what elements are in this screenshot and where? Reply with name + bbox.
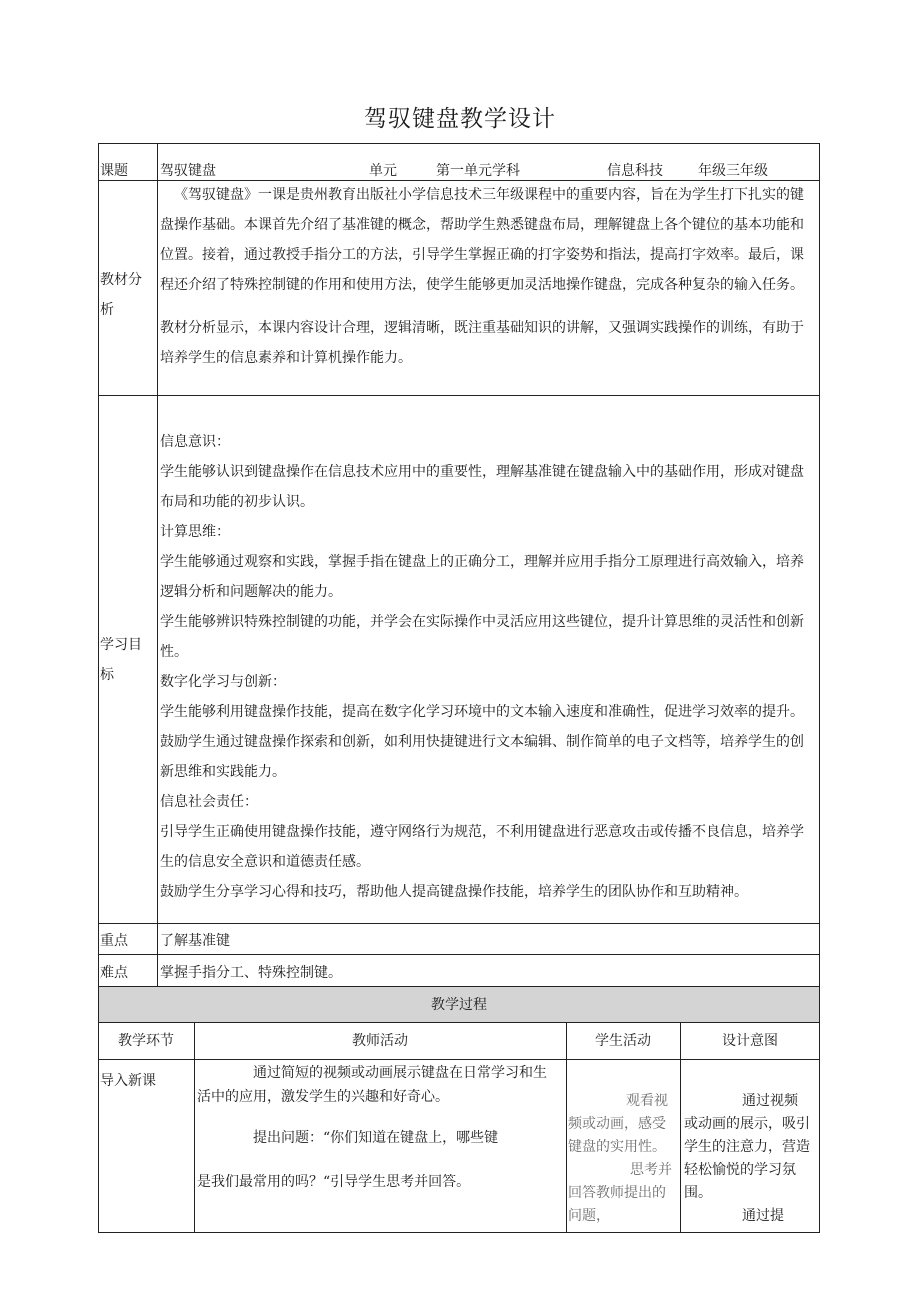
key-point-label: 重点 xyxy=(100,933,128,949)
column-header-stage: 教学环节 xyxy=(118,1033,174,1049)
topic-value: 驾驭键盘 xyxy=(160,163,216,179)
table-border-right xyxy=(819,143,820,1233)
objectives-list xyxy=(160,427,815,907)
teacher-activity-p2a: 提出问题：“你们知道在键盘上，哪些键 xyxy=(253,1130,499,1146)
analysis-label: 教材分 析 xyxy=(100,272,142,318)
objective-item: 信息意识： xyxy=(160,434,230,450)
table-border-bottom xyxy=(98,1232,820,1233)
difficulty-label: 难点 xyxy=(100,965,128,981)
subject-value: 信息科技 xyxy=(607,163,663,179)
lesson-plan-table xyxy=(98,143,820,1233)
objective-item: 鼓励学生通过键盘操作探索和创新，如利用快捷键进行文本编辑、制作简单的电子文档等，培养学生的创新思维和实践能力。 xyxy=(160,734,804,780)
column-divider xyxy=(194,1022,195,1232)
objective-item: 引导学生正确使用键盘操作技能，遵守网络行为规范，不利用键盘进行恶意攻击或传播不良信息，培养学生的信息安全意识和道德责任感。 xyxy=(160,824,804,870)
row-divider xyxy=(98,1022,820,1023)
teacher-activity-p1: 通过简短的视频或动画展示键盘在日常学习和生活中的应用，激发学生的兴趣和好奇心。 xyxy=(197,1065,547,1105)
row-divider xyxy=(98,954,820,955)
teacher-activity-p2b: 是我们最常用的吗？“引导学生思考并回答。 xyxy=(197,1174,471,1190)
column-divider xyxy=(680,1022,681,1232)
unit-value: 第一单元学科 xyxy=(436,163,520,179)
objective-item: 学生能够利用键盘操作技能，提高在数字化学习环境中的文本输入速度和准确性，促进学习效率的提升。 xyxy=(160,704,804,720)
column-divider xyxy=(566,1022,567,1232)
grade-value: 年级三年级 xyxy=(698,163,768,179)
label-column-divider xyxy=(157,143,158,986)
column-header-student: 学生活动 xyxy=(595,1033,651,1049)
page-title: 驾驭键盘教学设计 xyxy=(364,106,556,132)
objective-item: 计算思维： xyxy=(160,524,230,540)
objectives-label: 学习目 标 xyxy=(100,637,142,683)
row-divider xyxy=(98,395,820,396)
objective-item: 鼓励学生分享学习心得和技巧，帮助他人提高键盘操作技能，培养学生的团队协作和互助精神。 xyxy=(160,884,748,900)
column-header-intent: 设计意图 xyxy=(722,1033,778,1049)
objective-item: 学生能够通过观察和实践，掌握手指在键盘上的正确分工，理解并应用手指分工原理进行高效输入，培养逻辑分析和问题解决的能力。 xyxy=(160,554,804,600)
table-border-left xyxy=(98,143,99,1233)
analysis-paragraph-1: 《驾驭键盘》一课是贵州教育出版社小学信息技术三年级课程中的重要内容，旨在为学生打下扎实的键盘操作基础。本课首先介绍了基准键的概念，帮助学生熟悉键盘布局，理解键盘上各个键位的基本功能和位置。接着，通过教授手指分工的方法，引导学生掌握正确的打字姿势和指法，提高打字效率。最后，课程还介绍了特殊控制键的作用和使用方法，使学生能够更加灵活地操作键盘，完成各种复杂的输入任务。 xyxy=(160,187,804,293)
table-border-top xyxy=(98,143,820,144)
row-divider xyxy=(98,1059,820,1060)
objective-item: 信息社会责任： xyxy=(160,794,258,810)
topic-label: 课题 xyxy=(100,163,128,179)
design-intent-cell: 通过视频 或动画的展示，吸引 学生的注意力，营造 轻松愉悦的学习氛 围。 通过提 xyxy=(684,1093,810,1224)
process-banner-title: 教学过程 xyxy=(431,997,487,1013)
unit-label: 单元 xyxy=(369,163,397,179)
stage-cell: 导入新课 xyxy=(100,1073,156,1089)
analysis-paragraph-2: 教材分析显示，本课内容设计合理，逻辑清晰，既注重基础知识的讲解，又强调实践操作的训练，有助于培养学生的信息素养和计算机操作能力。 xyxy=(160,320,804,366)
difficulty-text: 掌握手指分工、特殊控制键。 xyxy=(160,965,342,981)
student-activity-cell: 观看视 频或动画，感受 键盘的实用性。 思考并 回答教师提出的 问题， xyxy=(568,1093,672,1224)
objective-item: 数字化学习与创新： xyxy=(160,674,286,690)
key-point-text: 了解基准键 xyxy=(160,933,230,949)
column-header-teacher: 教师活动 xyxy=(352,1033,408,1049)
objective-item: 学生能够认识到键盘操作在信息技术应用中的重要性，理解基准键在键盘输入中的基础作用，形成对键盘布局和功能的初步认识。 xyxy=(160,464,804,510)
objective-item: 学生能够辨识特殊控制键的功能，并学会在实际操作中灵活应用这些键位，提升计算思维的灵活性和创新性。 xyxy=(160,614,804,660)
row-divider xyxy=(98,923,820,924)
